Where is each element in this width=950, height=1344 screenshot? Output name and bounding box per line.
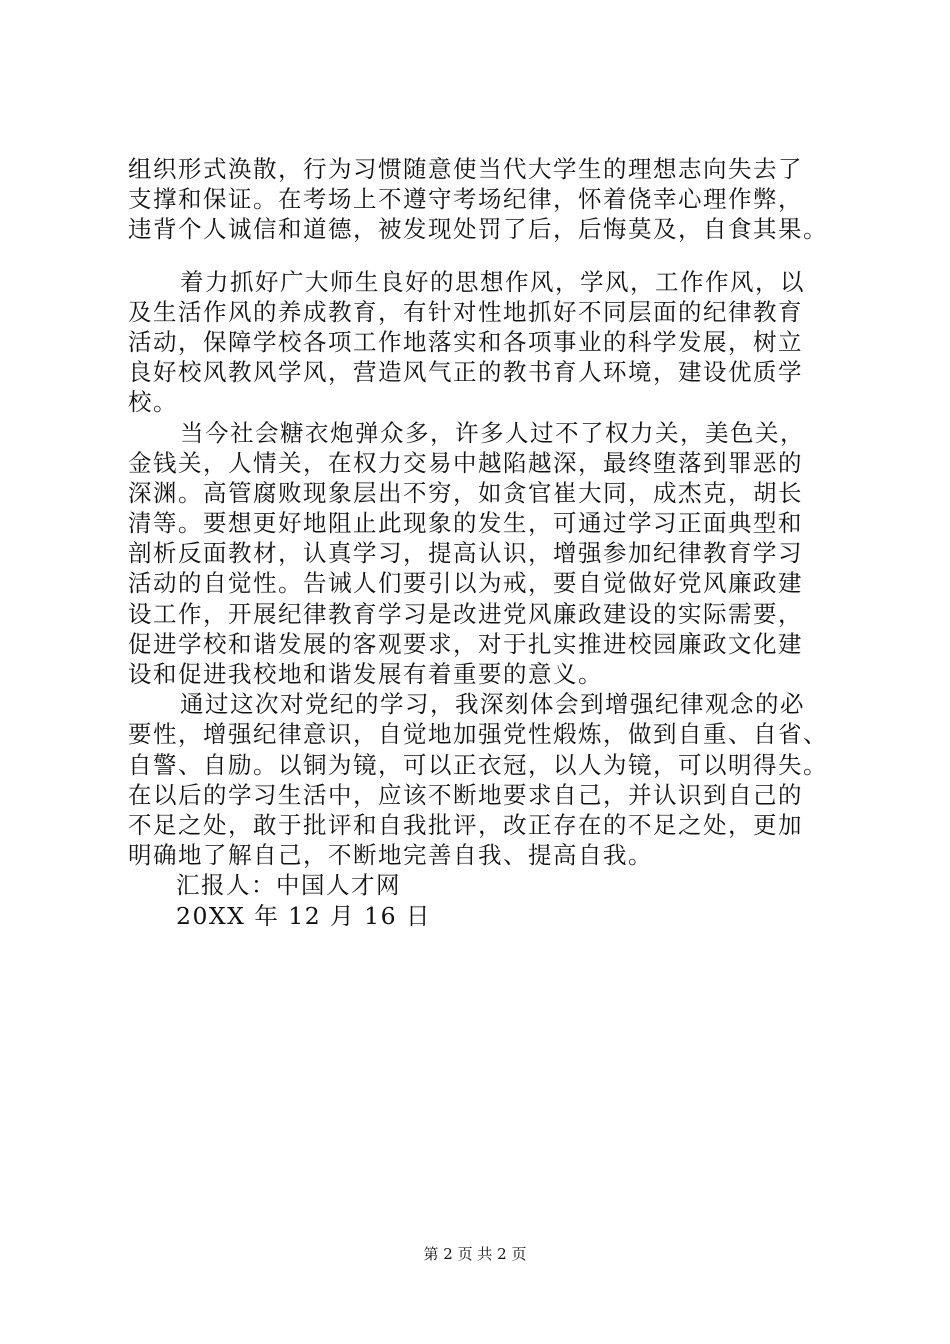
document-body	[128, 154, 848, 931]
text-line: 通过这次对党纪的学习，我深刻体会到增强纪律观念的必	[180, 690, 805, 719]
text-line: 剖析反面教材，认真学习，提高认识，增强参加纪律教育学习	[128, 539, 803, 568]
text-line: 当今社会糖衣炮弹众多，许多人过不了权力关，美色关，	[180, 418, 805, 447]
text-line: 深渊。高管腐败现象层出不穷，如贪官崔大同，成杰克，胡长	[128, 478, 803, 507]
paragraph	[128, 154, 848, 245]
page-footer: 第 2 页 共 2 页	[423, 1245, 527, 1263]
text-line: 着力抓好广大师生良好的思想作风，学风，工作作风，以	[180, 267, 805, 296]
text-line: 设和促进我校地和谐发展有着重要的意义。	[128, 660, 603, 688]
text-line: 明确地了解自己，不断地完善自我、提高自我。	[128, 841, 653, 870]
text-line: 要性，增强纪律意识，自觉地加强党性煅炼，做到自重、自省、	[128, 720, 828, 749]
text-line: 活动，保障学校各项工作地落实和各项事业的科学发展，树立	[128, 327, 803, 356]
text-line: 自警、自励。以铜为镜，可以正衣冠，以人为镜，可以明得失。	[128, 750, 828, 779]
text-line: 金钱关，人情关，在权力交易中越陷越深，最终堕落到罪恶的	[128, 448, 803, 477]
text-line: 活动的自觉性。告诫人们要引以为戒，要自觉做好党风廉政建	[128, 569, 803, 598]
text-line: 校。	[128, 388, 178, 417]
text-line: 支撑和保证。在考场上不遵守考场纪律，怀着侥幸心理作弊，	[128, 185, 803, 214]
text-line: 组织形式涣散，行为习惯随意使当代大学生的理想志向失去了	[128, 155, 803, 183]
text-line: 违背个人诚信和道德，被发现处罚了后，后悔莫及，自食其果。	[128, 215, 828, 244]
text-line: 在以后的学习生活中，应该不断地要求自己，并认识到自己的	[128, 780, 803, 809]
text-line: 不足之处，敢于批评和自我批评，改正存在的不足之处，更加	[128, 810, 803, 839]
paragraph	[128, 267, 848, 418]
reporter-line: 汇报人：中国人才网	[176, 871, 401, 900]
text-line: 良好校风教风学风，营造风气正的教书育人环境，建设优质学	[128, 358, 803, 387]
paragraph	[128, 418, 848, 690]
paragraph	[128, 689, 848, 870]
text-line: 促进学校和谐发展的客观要求，对于扎实推进校园廉政文化建	[128, 629, 803, 658]
text-line: 清等。要想更好地阻止此现象的发生，可通过学习正面典型和	[128, 509, 803, 538]
signature-block	[128, 870, 848, 930]
paragraph-spacer	[128, 245, 848, 267]
text-line: 设工作，开展纪律教育学习是改进党风廉政建设的实际需要，	[128, 599, 803, 628]
date-line: 20XX 年 12 月 16 日	[176, 901, 432, 930]
text-line: 及生活作风的养成教育，有针对性地抓好不同层面的纪律教育	[128, 297, 803, 326]
